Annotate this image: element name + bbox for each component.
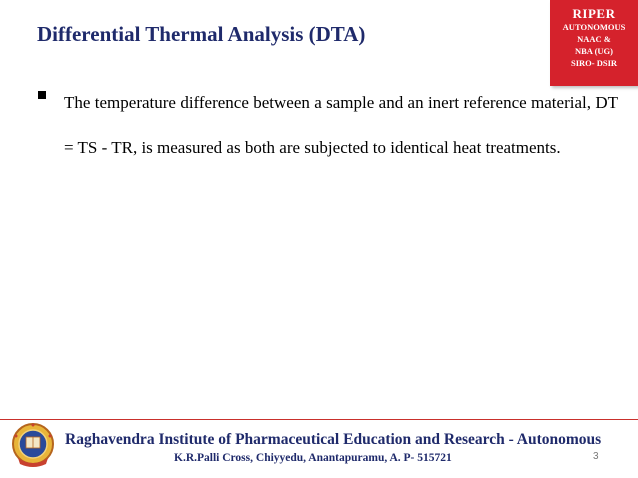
accreditation-badge xyxy=(550,0,638,86)
slide-title: Differential Thermal Analysis (DTA) xyxy=(37,22,366,46)
badge-line-naac: NAAC & xyxy=(577,34,611,44)
footer-divider xyxy=(0,419,638,420)
badge-line-siro: SIRO- DSIR xyxy=(570,58,618,68)
institution-emblem-icon xyxy=(10,422,56,470)
badge-line-autonomous: AUTONOMOUS xyxy=(562,22,626,32)
page-number: 3 xyxy=(593,451,599,462)
square-bullet-icon xyxy=(38,91,46,99)
badge-line-nba: NBA (UG) xyxy=(574,46,613,56)
badge-title: RIPER xyxy=(572,6,616,21)
bullet-item xyxy=(38,80,618,170)
footer-address: K.R.Palli Cross, Chiyyedu, Anantapuramu, A. P- 515721 xyxy=(174,452,452,464)
footer-institute-name: Raghavendra Institute of Pharmaceutical Education and Research - Autonomous xyxy=(65,431,602,448)
bullet-text: The temperature difference between a sample and an inert reference material, DT = TS - TR, is measured as both are subjected to identical heat treatments. xyxy=(64,93,618,157)
